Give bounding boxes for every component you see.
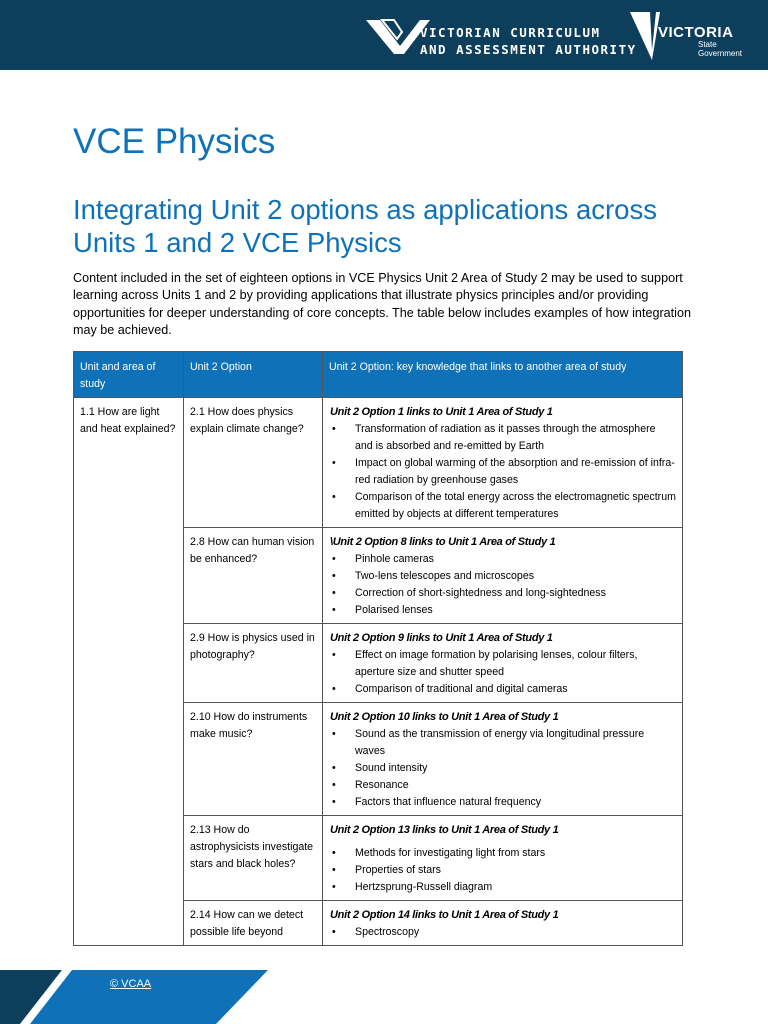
table-row: [74, 398, 683, 528]
header-area: Unit and area of study: [74, 352, 184, 398]
knowledge-list: [330, 726, 676, 811]
org-name: [420, 24, 637, 58]
list-item: • Hertzsprung-Russell diagram: [330, 879, 676, 896]
option-cell: 2.13 How do astrophysicists investigate stars and black holes?: [184, 816, 323, 901]
copyright-link[interactable]: © VCAA: [110, 978, 152, 990]
header-bar: [0, 0, 768, 70]
knowledge-heading: Unit 2 Option 10 links to Unit 1 Area of Study 1: [330, 711, 559, 723]
gov-sub-line1: State: [698, 40, 717, 49]
table-header-row: [74, 352, 683, 398]
knowledge-list: [330, 845, 676, 896]
document-title: VCE Physics: [73, 122, 276, 161]
knowledge-list: [330, 421, 676, 523]
knowledge-list: [330, 647, 676, 698]
knowledge-cell: [323, 901, 683, 946]
list-item: • Comparison of the total energy across the electromagnetic spectrum emitted by objects at different temperatures: [330, 489, 676, 523]
knowledge-cell: [323, 816, 683, 901]
knowledge-cell: [323, 624, 683, 703]
gov-name: VICTORIA: [658, 24, 734, 41]
list-item: • Transformation of radiation as it passes through the atmosphere and is absorbed and re-emitted by Earth: [330, 421, 676, 455]
list-item: • Correction of short-sightedness and long-sightedness: [330, 585, 676, 602]
knowledge-heading: Unit 2 Option 1 links to Unit 1 Area of Study 1: [330, 406, 553, 418]
integration-table: [73, 351, 683, 946]
list-item: • Factors that influence natural frequency: [330, 794, 676, 811]
list-item: • Properties of stars: [330, 862, 676, 879]
option-cell: 2.1 How does physics explain climate change?: [184, 398, 323, 528]
list-item: • Sound intensity: [330, 760, 676, 777]
org-name-line1: VICTORIAN CURRICULUM: [420, 25, 601, 40]
knowledge-cell: [323, 528, 683, 624]
list-item: • Effect on image formation by polarising lenses, colour filters, aperture size and shutter speed: [330, 647, 676, 681]
gov-sub-line2: Government: [698, 49, 743, 58]
list-item: • Comparison of traditional and digital cameras: [330, 681, 676, 698]
list-item: • Pinhole cameras: [330, 551, 676, 568]
list-item: • Impact on global warming of the absorption and re-emission of infra-red radiation by greenhouse gases: [330, 455, 676, 489]
option-cell: 2.10 How do instruments make music?: [184, 703, 323, 816]
list-item: • Methods for investigating light from stars: [330, 845, 676, 862]
org-name-line2: AND ASSESSMENT AUTHORITY: [420, 42, 637, 57]
option-cell: 2.14 How can we detect possible life beyond: [184, 901, 323, 946]
knowledge-list: [330, 551, 676, 619]
option-cell: 2.8 How can human vision be enhanced?: [184, 528, 323, 624]
list-item: • Spectroscopy: [330, 924, 676, 941]
knowledge-heading: \Unit 2 Option 8 links to Unit 1 Area of Study 1: [330, 536, 556, 548]
list-item: • Sound as the transmission of energy via longitudinal pressure waves: [330, 726, 676, 760]
document-subtitle: Integrating Unit 2 options as applications across Units 1 and 2 VCE Physics: [73, 194, 657, 258]
knowledge-cell: [323, 703, 683, 816]
list-item: • Two-lens telescopes and microscopes: [330, 568, 676, 585]
header-option: Unit 2 Option: [184, 352, 323, 398]
knowledge-list: [330, 924, 676, 941]
knowledge-heading: Unit 2 Option 13 links to Unit 1 Area of Study 1: [330, 824, 559, 836]
knowledge-heading: Unit 2 Option 9 links to Unit 1 Area of Study 1: [330, 632, 553, 644]
knowledge-heading: Unit 2 Option 14 links to Unit 1 Area of Study 1: [330, 909, 559, 921]
option-cell: 2.9 How is physics used in photography?: [184, 624, 323, 703]
list-item: • Resonance: [330, 777, 676, 794]
knowledge-cell: [323, 398, 683, 528]
intro-paragraph: Content included in the set of eighteen options in VCE Physics Unit 2 Area of Study 2 may be used to support learning across Units 1 and 2 by providing applications that illustrate physics principles and/or providing opportunities for deeper understanding of core concepts. The table below includes examples of how integration may be achieved.: [73, 271, 691, 338]
gov-subtitle: [698, 40, 742, 58]
area-cell: 1.1 How are light and heat explained?: [74, 398, 184, 946]
header-knowledge: Unit 2 Option: key knowledge that links to another area of study: [323, 352, 683, 398]
list-item: • Polarised lenses: [330, 602, 676, 619]
